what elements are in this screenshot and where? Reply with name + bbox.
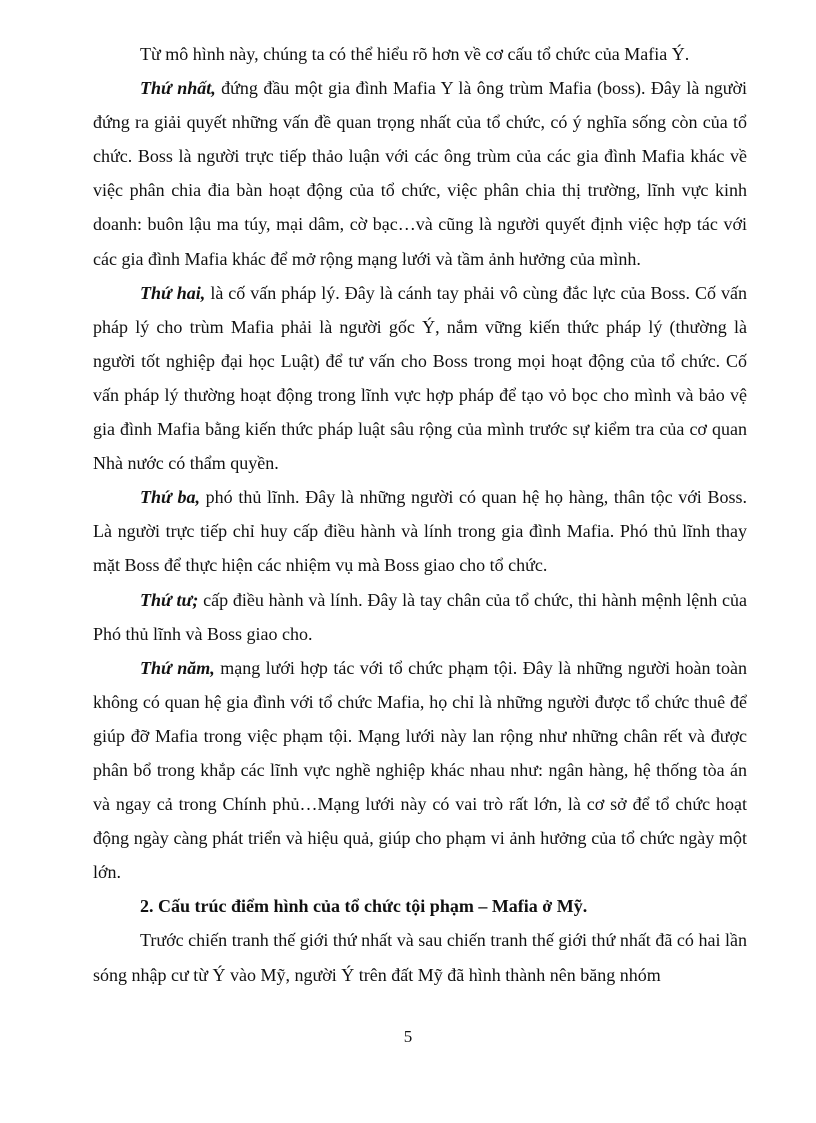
paragraph-lead: Thứ năm, xyxy=(140,657,215,678)
paragraph-lead: Thứ tư; xyxy=(140,589,199,610)
section-heading: 2. Cấu trúc điểm hình của tổ chức tội phạm – Mafia ở Mỹ. xyxy=(140,896,588,917)
page-number: 5 xyxy=(403,1027,413,1046)
paragraph-text: là cố vấn pháp lý. Đây là cánh tay phải vô cùng đắc lực của Boss. Cố vấn pháp lý cho trùm Mafia phải là người gốc Ý, nắm vững kiến thức pháp lý (thường là người tốt nghiệp đại học Luật) để tư vấn cho Boss trong mọi hoạt động của tổ chức. Cố vấn pháp lý thường hoạt động trong lĩnh vực hợp pháp để tạo vỏ bọc cho mình và bảo vệ gia đình Mafia bằng kiến thức pháp luật sâu rộng của mình trước sự kiểm tra của cơ quan Nhà nước có thẩm quyền. xyxy=(93,282,747,474)
intro-paragraph xyxy=(93,37,747,71)
intro-text: Từ mô hình này, chúng ta có thể hiểu rõ hơn về cơ cấu tổ chức của Mafia Ý. xyxy=(140,44,690,64)
paragraph-text: phó thủ lĩnh. Đây là những người có quan hệ họ hàng, thân tộc với Boss. Là người trực tiếp chỉ huy cấp điều hành và lính trong gia đình Mafia. Phó thủ lĩnh thay mặt Boss để thực hiện các nhiệm vụ mà Boss giao cho tổ chức. xyxy=(93,487,747,576)
paragraph-text: đứng đầu một gia đình Mafia Y là ông trùm Mafia (boss). Đây là người đứng ra giải quyết những vấn đề quan trọng nhất của tổ chức, có ý nghĩa sống còn của tổ chức. Boss là người trực tiếp thảo luận với các ông trùm của các gia đình Mafia khác về việc phân chia đia bàn hoạt động của tổ chức, việc phân chia thị trường, lĩnh vực kinh doanh: buôn lậu ma túy, mại dâm, cờ bạc…và cũng là người quyết định việc hợp tác với các gia đình Mafia khác để mở rộng mạng lưới và tầm ảnh hưởng của mình. xyxy=(93,78,747,269)
paragraph-second xyxy=(93,276,747,481)
paragraph-first xyxy=(93,71,747,276)
document-body xyxy=(93,37,747,992)
paragraph-third xyxy=(93,480,747,582)
paragraph-fourth xyxy=(93,583,747,651)
paragraph-text: cấp điều hành và lính. Đây là tay chân của tổ chức, thi hành mệnh lệnh của Phó thủ lĩnh và Boss giao cho. xyxy=(93,589,747,644)
closing-paragraph: Trước chiến tranh thế giới thứ nhất và sau chiến tranh thế giới thứ nhất đã có hai lần sóng nhập cư từ Ý vào Mỹ, người Ý trên đất Mỹ đã hình thành nên băng nhóm xyxy=(93,930,747,985)
paragraph-fifth xyxy=(93,651,747,890)
paragraph-lead: Thứ hai, xyxy=(140,282,206,303)
paragraph-lead: Thứ ba, xyxy=(140,487,200,508)
paragraph-lead: Thứ nhất, xyxy=(140,78,216,99)
paragraph-text: mạng lưới hợp tác với tổ chức phạm tội. Đây là những người hoàn toàn không có quan hệ gia đình với tổ chức Mafia, họ chỉ là những người được tổ chức thuê để giúp đỡ Mafia trong việc phạm tội. Mạng lưới này lan rộng như những chân rết và được phân bổ trong khắp các lĩnh vực nghề nghiệp khác nhau như: ngân hàng, hệ thống tòa án và ngay cả trong Chính phủ…Mạng lưới này có vai trò rất lớn, là cơ sở để tổ chức hoạt động ngày càng phát triển và hiệu quả, giúp cho phạm vi ảnh hưởng của tổ chức ngày một lớn. xyxy=(93,657,747,883)
